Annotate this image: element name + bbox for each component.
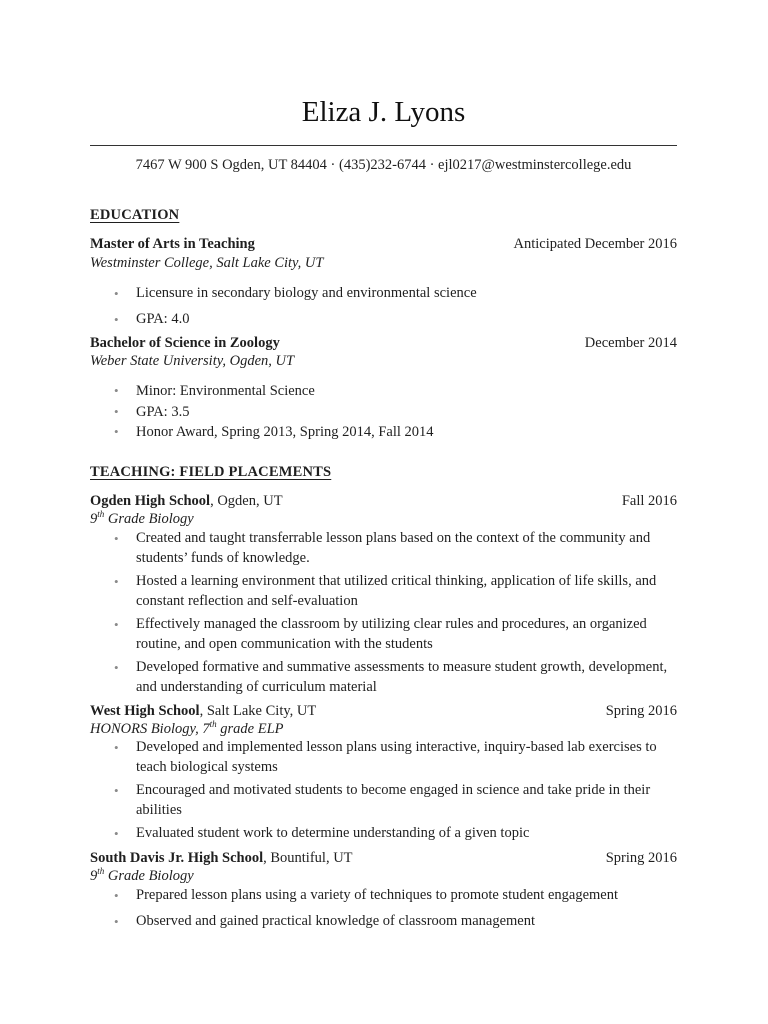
list-item: • Observed and gained practical knowledge of classroom management: [90, 912, 677, 932]
list-item: • Prepared lesson plans using a variety of techniques to promote student engagement: [90, 886, 677, 906]
education-entry-2-header: [90, 334, 677, 353]
placement-course: [90, 720, 677, 738]
teaching-heading: TEACHING: FIELD PLACEMENTS: [90, 464, 332, 480]
school-name: Westminster College, Salt Lake City, UT: [90, 255, 324, 271]
placement-3-header: [90, 849, 677, 868]
degree-title: Master of Arts in Teaching: [90, 236, 255, 252]
placement-1-bullets: [90, 529, 677, 697]
list-item: • Licensure in secondary biology and environmental science: [90, 284, 677, 304]
placement-date: Fall 2016: [621, 493, 677, 509]
course-text: 9: [90, 868, 98, 884]
placement-location: , Ogden, UT: [210, 493, 283, 509]
list-item: • GPA: 3.5: [90, 402, 677, 423]
list-item: • Encouraged and motivated students to become engaged in science and take pride in their abilities: [90, 781, 677, 820]
resume-name: Eliza J. Lyons: [301, 96, 466, 128]
school-name: Weber State University, Ogden, UT: [90, 353, 295, 369]
list-item: • Minor: Environmental Science: [90, 381, 677, 402]
list-item: • Effectively managed the classroom by utilizing clear rules and procedures, an organized routine, and open communication with the students: [90, 615, 677, 654]
placement-date: Spring 2016: [605, 850, 677, 866]
course-text: grade ELP: [216, 721, 284, 737]
header-rule: [90, 145, 677, 146]
list-item: • Developed formative and summative assessments to measure student growth, development, and understanding of curriculum material: [90, 658, 677, 697]
education-heading: EDUCATION: [90, 207, 180, 223]
placement-3-bullets: [90, 886, 677, 931]
course-text: HONORS Biology, 7: [90, 721, 210, 737]
course-text: Grade Biology: [104, 511, 194, 527]
course-sup: th: [97, 509, 105, 520]
course-sup: th: [209, 719, 217, 730]
list-item: • Created and taught transferrable lesson plans based on the context of the community and students’ funds of knowledge.: [90, 529, 677, 568]
placement-date: Spring 2016: [605, 703, 677, 719]
placement-location: , Bountiful, UT: [263, 850, 353, 866]
placement-school: West High School: [90, 703, 200, 719]
placement-location: , Salt Lake City, UT: [199, 703, 317, 719]
list-item: • Hosted a learning environment that utilized critical thinking, application of life skills, and constant reflection and self-evaluation: [90, 572, 677, 611]
placement-school: South Davis Jr. High School: [90, 850, 264, 866]
course-text: 9: [90, 511, 98, 527]
degree-date: Anticipated December 2016: [513, 236, 677, 252]
course-sup: th: [97, 866, 105, 877]
placement-course: [90, 867, 677, 885]
placement-course: [90, 510, 677, 528]
placement-2-bullets: [90, 738, 677, 844]
placement-school: Ogden High School: [90, 493, 211, 509]
list-item: • Developed and implemented lesson plans using interactive, inquiry-based lab exercises to teach biological systems: [90, 738, 677, 777]
degree-title: Bachelor of Science in Zoology: [90, 335, 280, 351]
list-item: • GPA: 4.0: [90, 310, 677, 330]
contact-line: 7467 W 900 S Ogden, UT 84404 · (435)232-6744 · ejl0217@westminstercollege.edu: [135, 157, 632, 173]
placement-2-header: [90, 702, 677, 721]
placement-1-header: [90, 492, 677, 511]
education-entry-1-header: [90, 235, 677, 254]
course-text: Grade Biology: [104, 868, 194, 884]
education-entry-2-bullets: [90, 381, 677, 443]
degree-date: December 2014: [584, 335, 677, 351]
education-entry-1-bullets: [90, 284, 677, 329]
list-item: • Honor Award, Spring 2013, Spring 2014, Fall 2014: [90, 422, 677, 443]
list-item: • Evaluated student work to determine understanding of a given topic: [90, 824, 677, 844]
